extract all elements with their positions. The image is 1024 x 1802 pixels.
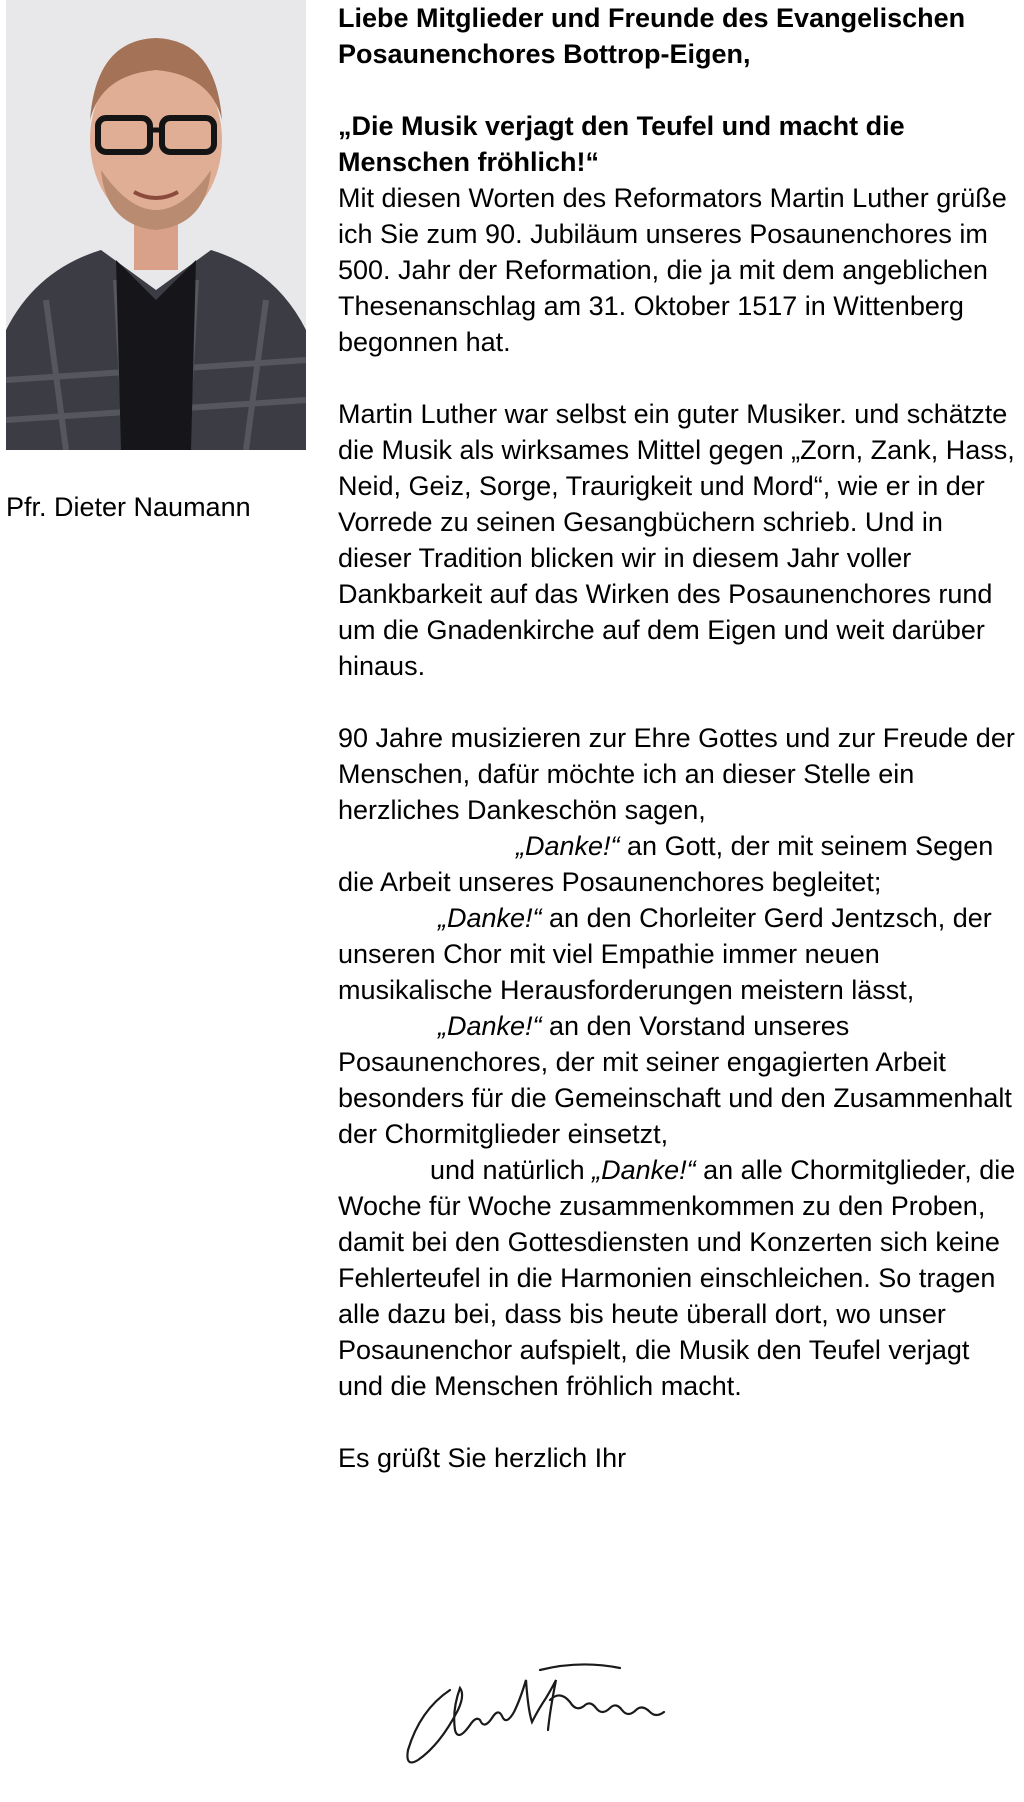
luther-quote: „Die Musik verjagt den Teufel und macht die Menschen fröhlich!“ xyxy=(338,111,905,177)
portrait-photo xyxy=(6,0,306,450)
thanks-conductor xyxy=(338,900,1018,1008)
salutation: Liebe Mitglieder und Freunde des Evangelischen Posaunenchores Bottrop-Eigen, xyxy=(338,3,966,69)
intro-paragraph: Mit diesen Worten des Reformators Martin Luther grüße ich Sie zum 90. Jubiläum unseres Posaunenchores im 500. Jahr der Reformation, die ja mit dem angeblichen Thesenanschlag am 31. Oktober 1517 in Wittenberg begonnen hat. xyxy=(338,183,1007,357)
thanks-god-text: an Gott, der mit seinem Segen die Arbeit unseres Posaunenchores begleitet; xyxy=(338,831,994,897)
letter-body xyxy=(338,0,1018,1476)
closing-line: Es grüßt Sie herzlich Ihr xyxy=(338,1443,627,1473)
thanks-conductor-text: an den Chorleiter Gerd Jentzsch, der unseren Chor mit viel Empathie immer neuen musikalische Herausforderungen meistern lässt, xyxy=(338,903,992,1005)
danke-word: „Danke!“ xyxy=(592,1155,696,1185)
thanks-board xyxy=(338,1008,1018,1152)
thanks-members-prefix: und natürlich xyxy=(430,1155,593,1185)
thanks-board-text: an den Vorstand unseres Posaunenchores, der mit seiner engagierten Arbeit besonders für die Gemeinschaft und den Zusammenhalt der Chormitglieder einsetzt, xyxy=(338,1011,1012,1149)
thanks-god xyxy=(338,828,1018,900)
danke-word: „Danke!“ xyxy=(516,831,620,861)
danke-word: „Danke!“ xyxy=(438,1011,542,1041)
thanks-members-text: an alle Chormitglieder, die Woche für Woche zusammenkommen zu den Proben, damit bei den Gottesdiensten und Konzerten sich keine Fehlerteufel in die Harmonien einschleichen. So tragen alle dazu bei, dass bis heute überall dort, wo unser Posaunenchor aufspielt, die Musik den Teufel verjagt und die Menschen fröhlich macht. xyxy=(338,1155,1016,1401)
signature xyxy=(380,1650,760,1780)
luther-paragraph: Martin Luther war selbst ein guter Musiker. und schätzte die Musik als wirksames Mittel gegen „Zorn, Zank, Hass, Neid, Geiz, Sorge, Traurigkeit und Mord“, wie er in der Vorrede zu seinen Gesangbüchern schrieb. Und in dieser Tradition blicken wir in diesem Jahr voller Dankbarkeit auf das Wirken des Posaunenchores rund um die Gnadenkirche auf dem Eigen und weit darüber hinaus. xyxy=(338,399,1015,681)
danke-word: „Danke!“ xyxy=(438,903,542,933)
thanks-members xyxy=(338,1152,1018,1404)
portrait-caption: Pfr. Dieter Naumann xyxy=(6,492,251,522)
thanks-intro-paragraph: 90 Jahre musizieren zur Ehre Gottes und zur Freude der Menschen, dafür möchte ich an dieser Stelle ein herzliches Dankeschön sagen, xyxy=(338,723,1015,825)
